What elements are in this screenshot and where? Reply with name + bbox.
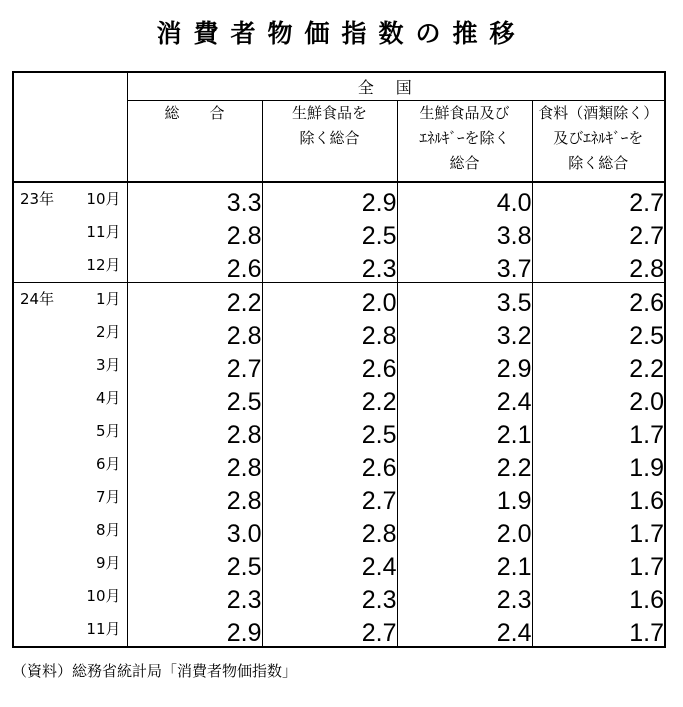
value-cell: 3.5 — [397, 283, 532, 317]
column-header-line: 及びｴﾈﾙｷﾞｰを — [553, 129, 644, 147]
value-cell: 2.7 — [262, 613, 397, 647]
value-cell: 2.5 — [532, 316, 665, 349]
row-month: 11月 — [86, 620, 121, 638]
row-month: 9月 — [95, 554, 121, 572]
value-cell: 2.2 — [397, 448, 532, 481]
column-header — [262, 101, 397, 183]
header-corner-lower — [13, 101, 127, 183]
value-cell: 2.8 — [127, 415, 262, 448]
value-cell: 2.5 — [127, 547, 262, 580]
table-row — [13, 415, 665, 448]
value-cell: 2.2 — [532, 349, 665, 382]
value-cell: 2.3 — [127, 580, 262, 613]
value-cell: 2.6 — [532, 283, 665, 317]
value-cell: 2.3 — [397, 580, 532, 613]
row-label — [13, 415, 127, 448]
row-month: 4月 — [95, 389, 121, 407]
value-cell: 1.7 — [532, 514, 665, 547]
row-label — [13, 514, 127, 547]
row-label — [13, 580, 127, 613]
value-cell: 2.7 — [532, 182, 665, 216]
value-cell: 2.7 — [127, 349, 262, 382]
value-cell: 1.7 — [532, 547, 665, 580]
value-cell: 2.6 — [262, 349, 397, 382]
value-cell: 1.7 — [532, 613, 665, 647]
value-cell: 2.3 — [262, 580, 397, 613]
header-corner — [13, 72, 127, 101]
value-cell: 1.6 — [532, 481, 665, 514]
table-row — [13, 316, 665, 349]
value-cell: 2.8 — [127, 481, 262, 514]
column-header-line: 除く総合 — [299, 129, 360, 147]
table-row — [13, 182, 665, 216]
header-group-zenkoku: 全国 — [127, 72, 665, 101]
page-title: 消費者物価指数の推移 — [156, 19, 527, 48]
value-cell: 1.6 — [532, 580, 665, 613]
value-cell: 2.4 — [397, 613, 532, 647]
value-cell: 2.2 — [127, 283, 262, 317]
value-cell: 2.7 — [532, 216, 665, 249]
table-row — [13, 580, 665, 613]
row-month: 7月 — [95, 488, 121, 506]
value-cell: 3.3 — [127, 182, 262, 216]
value-cell: 1.9 — [397, 481, 532, 514]
value-cell: 1.9 — [532, 448, 665, 481]
value-cell: 2.5 — [127, 382, 262, 415]
value-cell: 2.0 — [397, 514, 532, 547]
column-header — [532, 101, 665, 183]
table-row — [13, 349, 665, 382]
value-cell: 2.8 — [262, 514, 397, 547]
value-cell: 3.8 — [397, 216, 532, 249]
value-cell: 2.8 — [127, 448, 262, 481]
row-year: 24年 — [20, 290, 55, 308]
value-cell: 4.0 — [397, 182, 532, 216]
column-header-line: 食料（酒類除く） — [538, 104, 659, 122]
table-row — [13, 382, 665, 415]
value-cell: 2.4 — [262, 547, 397, 580]
row-label — [13, 349, 127, 382]
table-row — [13, 448, 665, 481]
value-cell: 2.1 — [397, 415, 532, 448]
column-header-line: 生鮮食品を — [291, 104, 367, 122]
column-header-line: 総 合 — [164, 104, 225, 122]
row-month: 12月 — [86, 256, 121, 274]
source-note: （資料）総務省統計局「消費者物価指数」 — [12, 662, 298, 680]
value-cell: 3.7 — [397, 249, 532, 283]
value-cell: 2.6 — [127, 249, 262, 283]
value-cell: 1.7 — [532, 415, 665, 448]
column-header — [397, 101, 532, 183]
value-cell: 2.3 — [262, 249, 397, 283]
value-cell: 2.8 — [532, 249, 665, 283]
value-cell: 2.0 — [532, 382, 665, 415]
table-row — [13, 249, 665, 283]
table-row — [13, 547, 665, 580]
row-month: 8月 — [95, 521, 121, 539]
row-label — [13, 481, 127, 514]
row-month: 3月 — [95, 356, 121, 374]
value-cell: 2.8 — [127, 216, 262, 249]
column-header-line: 除く総合 — [568, 154, 629, 172]
row-label — [13, 448, 127, 481]
row-month: 1月 — [95, 290, 121, 308]
row-label — [13, 249, 127, 283]
row-month: 5月 — [95, 422, 121, 440]
cpi-table — [12, 71, 666, 648]
column-header — [127, 101, 262, 183]
value-cell: 2.5 — [262, 415, 397, 448]
table-row — [13, 481, 665, 514]
row-month: 6月 — [95, 455, 121, 473]
row-label — [13, 216, 127, 249]
row-month: 10月 — [86, 587, 121, 605]
table-row — [13, 613, 665, 647]
value-cell: 2.6 — [262, 448, 397, 481]
value-cell: 3.2 — [397, 316, 532, 349]
column-header-line: 生鮮食品及び — [419, 104, 510, 122]
row-label — [13, 182, 127, 216]
table-row — [13, 283, 665, 317]
column-header-line: ｴﾈﾙｷﾞｰを除く — [419, 129, 510, 147]
value-cell: 2.9 — [262, 182, 397, 216]
row-label — [13, 316, 127, 349]
value-cell: 2.8 — [262, 316, 397, 349]
value-cell: 2.2 — [262, 382, 397, 415]
value-cell: 2.9 — [397, 349, 532, 382]
row-month: 2月 — [95, 323, 121, 341]
value-cell: 2.0 — [262, 283, 397, 317]
row-label — [13, 613, 127, 647]
row-label — [13, 547, 127, 580]
value-cell: 3.0 — [127, 514, 262, 547]
row-month: 11月 — [86, 223, 121, 241]
row-month: 10月 — [86, 190, 121, 208]
value-cell: 2.8 — [127, 316, 262, 349]
row-label — [13, 283, 127, 317]
value-cell: 2.5 — [262, 216, 397, 249]
value-cell: 2.9 — [127, 613, 262, 647]
row-label — [13, 382, 127, 415]
row-year: 23年 — [20, 190, 55, 208]
table-row — [13, 216, 665, 249]
value-cell: 2.4 — [397, 382, 532, 415]
table-row — [13, 514, 665, 547]
column-header-line: 総合 — [449, 154, 480, 172]
value-cell: 2.7 — [262, 481, 397, 514]
value-cell: 2.1 — [397, 547, 532, 580]
